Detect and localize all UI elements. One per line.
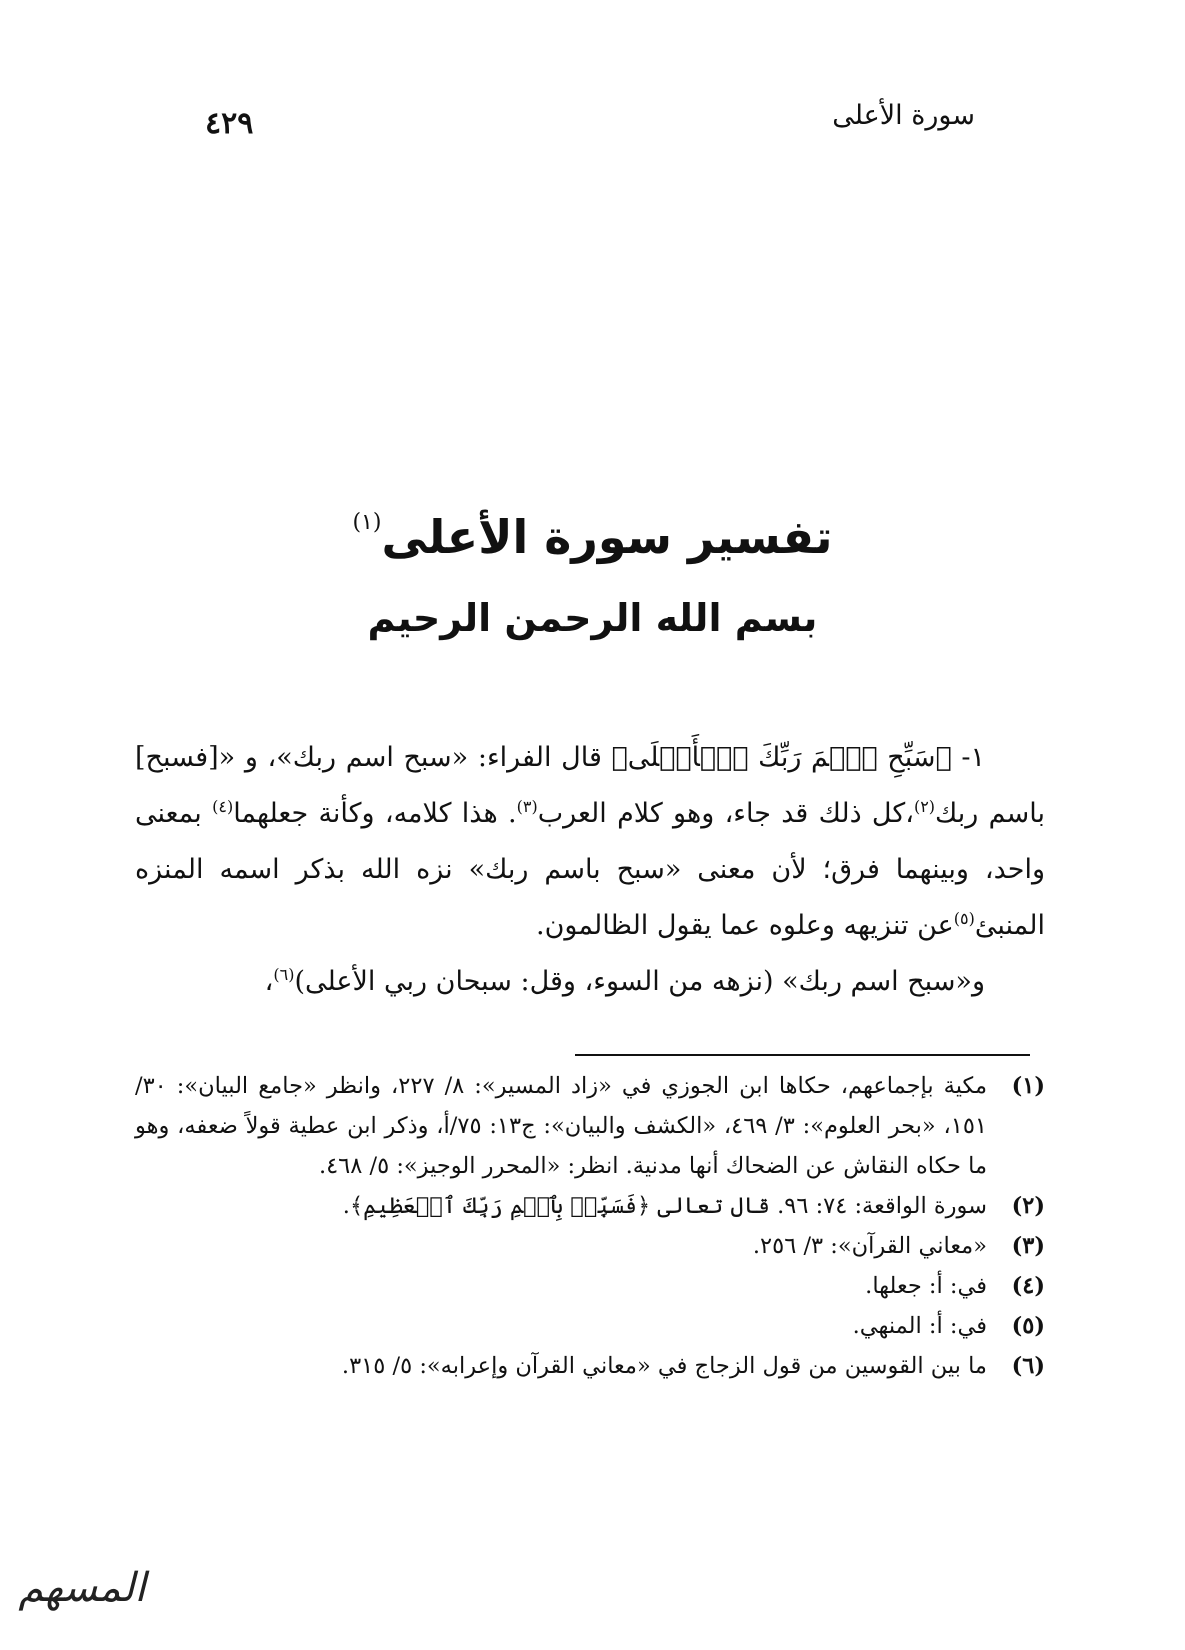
footnote-ref-5: (٥) (953, 909, 975, 928)
paragraph-1 (135, 730, 1045, 954)
footnote-item (135, 1066, 1045, 1186)
paragraph-text: و«سبح اسم ربك» (نزهه من السوء، وقل: سبحان ربي الأعلى) (294, 966, 985, 997)
footnote-text: ما بين القوسين من قول الزجاج في «معاني القرآن وإعرابه»: ٥/ ٣١٥. (341, 1353, 987, 1379)
paragraph-text: عن تنزيهه وعلوه عما يقول الظالمون. (536, 910, 954, 941)
paragraph-text: ،كل ذلك قد جاء، وهو كلام العرب (537, 798, 914, 829)
footnote-item (135, 1226, 1045, 1266)
footnote-ref-3: (٣) (516, 797, 538, 816)
footnote-item (135, 1306, 1045, 1346)
footnote-item (135, 1346, 1045, 1386)
footnote-number: (١) (1011, 1073, 1045, 1099)
footnote-number: (٣) (1011, 1233, 1045, 1259)
chapter-title-text: تفسير سورة الأعلى (381, 510, 833, 564)
page-number: ٤٢٩ (205, 106, 254, 141)
paragraph-2 (135, 954, 1045, 1010)
basmala: بسم الله الرحمن الرحيم (367, 596, 818, 640)
chapter-title (0, 510, 1185, 564)
watermark-logo-text: المسهم (18, 1565, 146, 1611)
footnote-text: «معاني القرآن»: ٣/ ٢٥٦. (752, 1233, 987, 1259)
paragraph-text: . هذا كلامه، وكأنة جعلهما (233, 798, 517, 829)
footnote-ref-6: (٦) (273, 965, 295, 984)
chapter-title-footnote-ref: (١) (352, 509, 382, 535)
footnote-number: (٦) (1011, 1353, 1045, 1379)
footnote-divider (575, 1054, 1030, 1056)
footnote-number: (٢) (1011, 1193, 1045, 1219)
footnote-number: (٤) (1011, 1273, 1045, 1299)
paragraph-text: ، (264, 966, 274, 997)
footnote-ref-4: (٤) (212, 797, 234, 816)
main-text (135, 730, 1045, 1010)
footnote-item (135, 1186, 1045, 1226)
footnotes-list (135, 1066, 1045, 1386)
paragraph-text: ١- ﴿سَبِّحِ ٱسۡمَ رَبِّكَ ٱلۡأَعۡلَى﴾ قال الفراء: «سبح اسم ربك»، و «[فسبح] باسم ربك (135, 742, 1045, 829)
running-header-surah-name: سورة الأعلى (832, 100, 975, 131)
footnote-text: سورة الواقعة: ٧٤: ٩٦. قال تعالى ﴿فَسَبِّحۡ بِٱسۡمِ رَبِّكَ ٱلۡعَظِيمِ﴾. (342, 1193, 987, 1219)
footnote-text: مكية بإجماعهم، حكاها ابن الجوزي في «زاد المسير»: ٨/ ٢٢٧، وانظر «جامع البيان»: ٣٠/ ١٥١، «بحر العلوم»: ٣/ ٤٦٩، «الكشف والبيان»: ج١٣: ٧٥/أ، وذكر ابن عطية قولاً ضعفه، وهو ما حكاه النقاش عن الضحاك أنها مدنية. انظر: «المحرر الوجيز»: ٥/ ٤٦٨. (135, 1073, 988, 1179)
footnote-ref-2: (٢) (913, 797, 936, 816)
paragraph-text: بمعنى واحد، وبينهما فرق؛ لأن معنى «سبح باسم ربك» نزه الله بذكر اسمه المنزه المنبئ (135, 798, 1045, 941)
footnote-number: (٥) (1011, 1313, 1045, 1339)
footnote-text: في: أ: جعلها. (865, 1273, 987, 1299)
footnote-item (135, 1266, 1045, 1306)
watermark-seal (12, 1565, 152, 1635)
footnote-text: في: أ: المنهي. (852, 1313, 987, 1339)
